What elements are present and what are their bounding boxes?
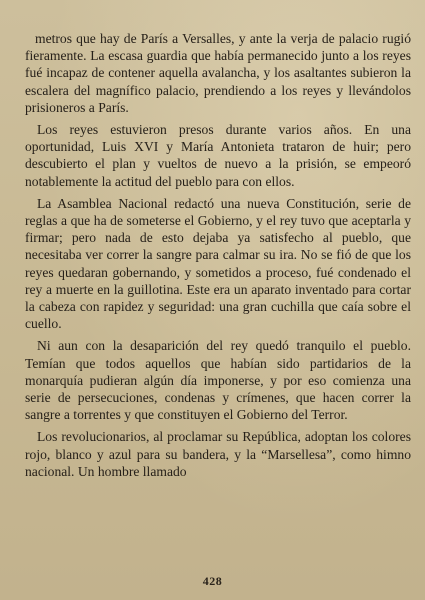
paragraph-5: Los revolucionarios, al proclamar su República, adoptan los colores rojo, blanco y azul para su bandera, y la “Marsellesa”, como himno nacional. Un hombre llamado bbox=[25, 429, 411, 479]
paragraph-3: La Asamblea Nacional redactó una nueva Constitución, serie de reglas a que ha de someterse el Gobierno, y el rey tuvo que aceptarla y firmar; pero nada de esto dejaba ya satisfecho al pueblo, que necesitaba ver correr la sangre para calmar su ira. No se fió de que los reyes quedaran gobernando, y sometidos a proceso, fué condenado el rey a muerte en la guillotina. Este era un aparato inventado para cortar la cabeza con rapidez y seguridad: una gran cuchilla que caía sobre el cuello. bbox=[25, 195, 411, 332]
paragraph-2: Los reyes estuvieron presos durante varios años. En una oportunidad, Luis XVI y María Antonieta trataron de huir; pero descubierto el plan y vueltos de nuevo a la prisión, se empeoró notablemente la actitud del pueblo para con ellos. bbox=[25, 122, 411, 189]
body-text bbox=[25, 30, 411, 485]
page-number: 428 bbox=[202, 574, 223, 588]
paragraph-4: Ni aun con la desaparición del rey quedó tranquilo el pueblo. Temían que todos aquellos que habían sido partidarios de la monarquía pudieran algún día imponerse, y por eso comienza una serie de persecuciones, condenas y crímenes, que hacen correr la sangre a torrentes y que constituyen el Gobierno del Terror. bbox=[25, 338, 411, 423]
paragraph-1: metros que hay de París a Versalles, y ante la verja de palacio rugió fieramente. La escasa guardia que había permanecido junto a los reyes fué incapaz de contener aquella avalancha, y los asaltantes subieron la escalera del magnífico palacio, prendiendo a los reyes y llevándolos prisioneros a París. bbox=[25, 31, 411, 115]
